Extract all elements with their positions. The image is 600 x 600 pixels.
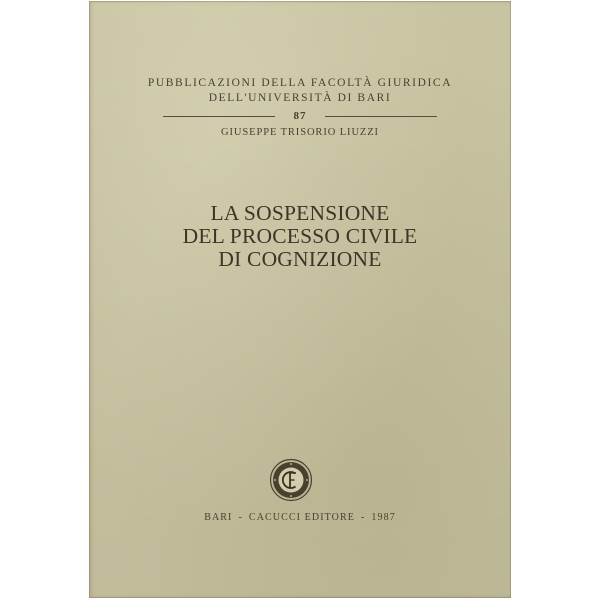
- imprint-year: 1987: [371, 512, 396, 523]
- left-rule-divider: [163, 116, 275, 117]
- series-title-line-1: PUBBLICAZIONI DELLA FACOLTÀ GIURIDICA: [147, 77, 453, 89]
- title-line: DEL PROCESSO CIVILE: [182, 224, 418, 248]
- imprint-publisher: CACUCCI EDITORE: [248, 512, 355, 523]
- title-line: DI COGNIZIONE: [218, 247, 382, 271]
- imprint-separator: -: [360, 512, 366, 523]
- publisher-logo-icon: [269, 458, 313, 502]
- book-title: [89, 202, 511, 271]
- imprint-separator: -: [238, 512, 243, 523]
- title-line: LA SOSPENSIONE: [210, 201, 390, 225]
- book-cover: [89, 1, 511, 598]
- imprint-line: [89, 512, 511, 523]
- series-title-line-2: DELL'UNIVERSITÀ DI BARI: [208, 92, 392, 104]
- right-rule-divider: [325, 116, 437, 117]
- imprint-city: BARI: [204, 512, 233, 523]
- author-name: GIUSEPPE TRISORIO LIUZZI: [221, 127, 379, 138]
- volume-number: 87: [293, 110, 307, 122]
- volume-number-row: [163, 108, 437, 124]
